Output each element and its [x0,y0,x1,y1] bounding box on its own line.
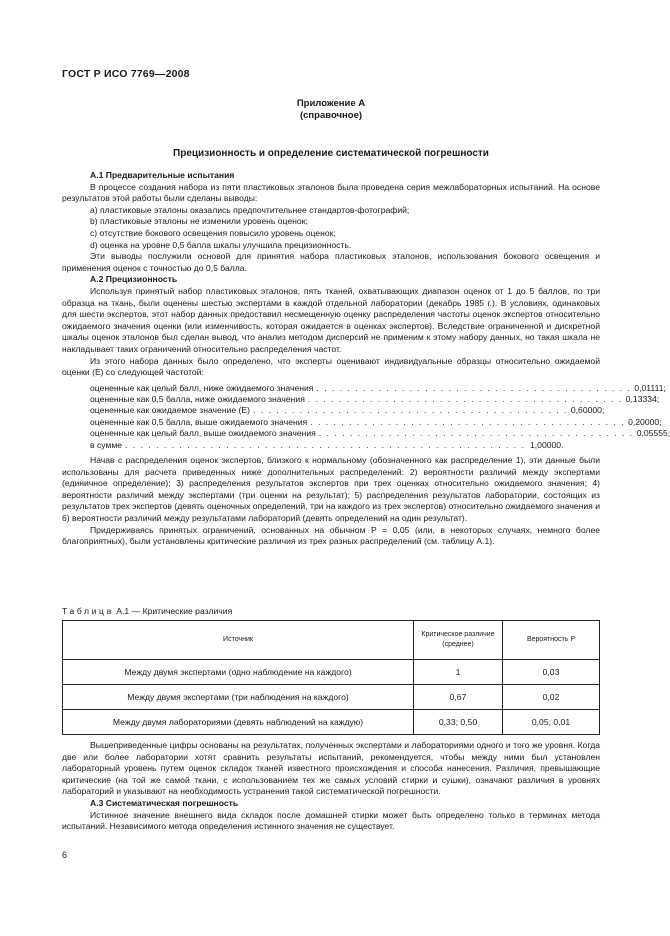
standard-header: ГОСТ Р ИСО 7769—2008 [62,68,190,80]
table-cell: 0,67 [414,685,503,710]
frequency-label: оцененные как ожидаемое значение (E) [90,405,250,416]
frequency-label: оцененные как 0,5 балла, ниже ожидаемого значения [90,394,305,405]
list-item: d) оценка на уровне 0,5 балла шкалы улучшила прецизионность. [90,239,352,250]
leader-dots: . . . . . . . . . . . . . . . . . . . . . . . . . . . . . . . . . . . . . . . . . [318,428,634,439]
section-heading: А.3 Систематическая погрешность [90,797,239,808]
column-header-source: Источник [63,621,414,660]
frequency-row [90,405,605,416]
section-after-table [62,740,600,833]
column-header-critical-difference: Критическое различие (среднее) [414,621,503,660]
table-cell: 1 [414,660,503,685]
table-caption-text: А.1 — Критические различия [116,606,233,616]
paragraph: Эти выводы послужили основой для принятия набора пластиковых эталонов, использования бокового освещения и применения оценок с точностью до 0,5 балла. [62,251,600,273]
frequency-row [90,416,662,428]
frequency-label: оцененные как целый балл, выше ожидаемого значения [90,428,316,439]
appendix-title: Приложение А [296,98,366,109]
table-header-row [63,621,600,660]
leader-dots: . . . . . . . . . . . . . . . . . . . . . . . . . . . . . . . . . . . . . . . . . [252,405,568,416]
page-number: 6 [62,850,68,860]
appendix-heading [0,98,662,122]
paragraph: Истинное значение внешнего вида складок после домашней стирки может быть определено только в терминах метода испытаний. Независимого метода определения истинного значения не существует. [62,809,600,832]
table-caption [62,606,232,616]
leader-dots: . . . . . . . . . . . . . . . . . . . . . . . . . . . . . . . . . . . . . . . . . [307,394,623,405]
table-cell: 0,03 [503,660,600,685]
paragraph: Начав с распределения оценок экспертов, близкого к нормальному (обозначенного как распределение 1), эти данные были использованы для расчета приведенных ниже дополнительных распределений: 2) вероятности различий между экспертами (единичное определение); 3) распределения результатов экспертов при трех оценках относительно ожидаемого значения; 4) вероятности различий между экспертами (три оценки на результат); 5) распределения результатов лаборатории, состоящих из результатов трех экспертов (девять оценочных определений, три на каждого из трех экспертов) относительно ожидаемого значения и 6) вероятности различий между результатами лабораторий (девять определений на один результат). [62,455,600,523]
frequency-row [90,428,670,439]
critical-differences-table [62,620,600,735]
frequency-row [90,382,666,394]
leader-dots: . . . . . . . . . . . . . . . . . . . . . . . . . . . . . . . . . . . . . . . . . [310,416,626,427]
table-row [63,710,600,735]
page-title: Прецизионность и определение систематической погрешности [173,148,489,159]
table-row [63,685,600,710]
frequency-list [90,382,670,451]
table-cell: Между двумя экспертами (три наблюдения на каждого) [63,685,414,710]
paragraph: Используя принятый набор пластиковых эталонов, пять тканей, охватывающих диапазон оценок от 1 до 5 баллов, по три образца на ткань, были оценены шестью экспертами в каждой отдельной лаборатории (декабрь 1985 г.). В условиях, одинаковых для шести экспертов, этот набор данных предоставил несмещенную оценку распределения частоты оценок экспертов относительно ожидаемого значения оценки (или изменчивость, которая ожидается в оценках экспертов). Вследствие ограниченной и дискретной шкалы оценок эталонов был сделан вывод, что анализ методом дисперсий не применим к этому набору данных, но такая шкала не накладывает таких ограничений относительно распределения частот. [62,285,600,354]
leader-dots: . . . . . . . . . . . . . . . . . . . . . . . . . . . . . . . . . . . . . . . . . . . . . . . . . . . . [125,439,526,450]
table-row [63,660,600,685]
frequency-row [90,440,572,451]
frequency-label: в сумме [90,439,123,450]
table-caption-prefix: Таблица [62,606,114,616]
paragraph: Вышеприведенные цифры основаны на результатах, полученных экспертами и лабораториями одного и того же уровня. Когда две или более лаборатории хотят сравнить результаты испытаний, рекомендуется, чтобы между ними был установлен лабораторный уровень путем оценок складок тканей известного происхождения и способа нанесения. Различия, превышающие критические (на той же самой ткани, с использованием тех же самых условий стирки и сушки), означают различия в уровнях лабораторий и указывают на необходимость устранения такой систематической погрешности. [62,740,600,797]
list-item: b) пластиковые эталоны не изменили уровень оценок; [90,216,308,227]
frequency-label: оцененные как целый балл, ниже ожидаемого значения [90,382,314,393]
table-cell: 0,02 [503,685,600,710]
list-item: a) пластиковые эталоны оказались предпочтительнее стандартов-фотографий; [90,204,410,215]
paragraph: Из этого набора данных было определено, что эксперты оценивают индивидуальные образцы относительно ожидаемой оценки (E) со следующей частотой: [62,355,600,378]
appendix-note: (справочное) [299,110,363,121]
list-item: c) отсутствие бокового освещения повысило уровень оценок; [90,227,336,238]
frequency-value: 0,60000; [570,405,605,416]
table-cell: Между двумя экспертами (одно наблюдение на каждого) [63,660,414,685]
frequency-value: 1,00000. [530,439,564,450]
table-cell: 0,05; 0,01 [503,710,600,735]
section-heading: А.2 Прецизионность [90,274,178,285]
column-header-probability: Вероятность P [503,621,600,660]
frequency-value: 0,01111; [634,382,666,393]
leader-dots: . . . . . . . . . . . . . . . . . . . . . . . . . . . . . . . . . . . . . . . . . [316,382,632,393]
table-cell: 0,33; 0,50 [414,710,503,735]
section-heading: А.1 Предварительные испытания [90,170,235,180]
frequency-label: оцененные как 0,5 балла, выше ожидаемого значения [90,416,308,427]
paragraph: Придерживаясь принятых ограничений, основанных на обычном P = 0,05 (или, в некоторых случаях, немного более благоприятных), были установлены критические различия из трех разных распределений (см. таблицу А.1). [62,524,600,547]
table-cell: Между двумя лабораториями (девять наблюдений на каждую) [63,710,414,735]
paragraph: В процессе создания набора из пяти пластиковых эталонов была проведена серия межлабораторных испытаний. На основе результатов этой работы были сделаны выводы: [62,181,600,204]
frequency-value: 0,05555; [636,428,670,439]
section-a1 [62,170,670,548]
frequency-value: 0,20000; [628,416,662,427]
frequency-row [90,394,660,405]
frequency-value: 0,13334; [625,394,660,405]
